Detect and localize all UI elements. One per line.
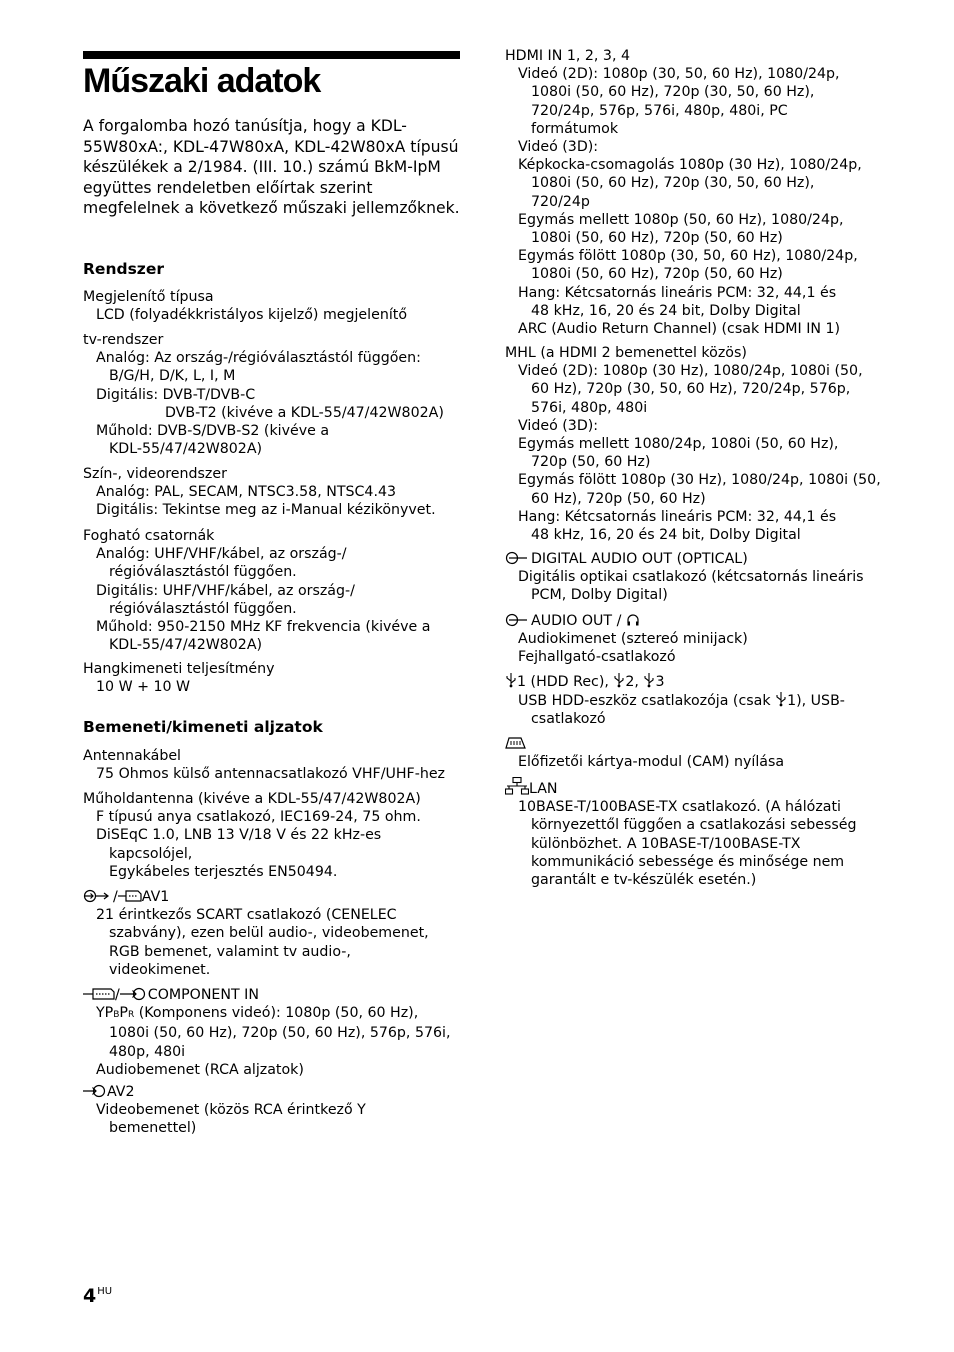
spec-value: Egymás fölött 1080p (30, 50, 60 Hz), 1080/24p, xyxy=(518,248,858,265)
spec-audio-out xyxy=(505,612,748,667)
spec-mhl xyxy=(505,344,881,544)
spec-value: kommunikáció sebessége és minősége nem xyxy=(531,853,845,870)
spec-label-row xyxy=(505,777,856,798)
spec-hdmi-in xyxy=(505,47,862,338)
spec-cam xyxy=(505,735,784,771)
spec-label: Hangkimeneti teljesítmény xyxy=(83,661,275,677)
lan-icon xyxy=(505,777,529,795)
ypbpr-r: R xyxy=(127,1010,135,1021)
spec-component-in xyxy=(83,986,450,1079)
spec-label: Fogható csatornák xyxy=(83,528,215,544)
spec-value: 10BASE-T/100BASE-TX csatlakozó. (A hálózati xyxy=(518,799,841,816)
spec-value: DVB-T2 (kivéve a KDL-55/47/42W802A) xyxy=(165,404,444,421)
spec-label-row xyxy=(83,986,450,1004)
spec-value: 21 érintkezős SCART csatlakozó (CENELEC xyxy=(96,907,397,924)
headphone-icon xyxy=(626,613,640,627)
spec-value: 576i, 480p, 480i xyxy=(531,399,648,416)
spec-av1 xyxy=(83,888,429,979)
spec-value: régióválasztástól függően. xyxy=(109,564,297,581)
spec-value: Digitális: DVB-T/DVB-C xyxy=(96,386,256,403)
spec-label: Megjelenítő típusa xyxy=(83,289,214,305)
spec-value: formátumok xyxy=(531,120,619,137)
spec-value: környezettől függően a csatlakozási sebesség xyxy=(531,817,857,834)
spec-lines xyxy=(505,65,862,338)
cam-slot-icon xyxy=(505,736,527,750)
spec-value xyxy=(83,1004,450,1024)
scart-icon xyxy=(83,987,115,1001)
spec-muholdantenna xyxy=(83,790,421,881)
spec-value: Digitális: UHF/VHF/kábel, az ország-/ xyxy=(96,582,355,599)
spec-value: RGB bemenet, valamint tv audio-, xyxy=(109,943,351,960)
spec-label: AV2 xyxy=(107,1084,135,1100)
usb-desc-b: 1), USB- xyxy=(787,693,845,710)
spec-value: Videó (3D): xyxy=(518,417,599,434)
intro-paragraph: A forgalomba hozó tanúsítja, hogy a KDL-55W80xA:, KDL-47W80xA, KDL-42W80xA típusú készülékek a 2/1984. (III. 10.) számú BkM-IpM együttes rendeletben előírtak szerint megfelelnek a következő műszaki jellemzőknek. xyxy=(83,117,460,217)
spec-value: KDL-55/47/42W802A) xyxy=(109,441,263,458)
spec-value: Videobemenet (közös RCA érintkező Y xyxy=(96,1102,366,1119)
spec-label: Műholdantenna (kivéve a KDL-55/47/42W802A) xyxy=(83,791,421,807)
spec-label: COMPONENT IN xyxy=(147,987,259,1003)
spec-value: DiSEqC 1.0, LNB 13 V/18 V és 22 kHz-es xyxy=(96,827,382,844)
spec-tv-rendszer xyxy=(83,331,444,458)
usb-icon xyxy=(775,691,787,707)
spec-label: Szín-, videorendszer xyxy=(83,466,227,482)
title-rule xyxy=(83,51,460,59)
spec-value: videokimenet. xyxy=(109,961,211,978)
spec-value: Analóg: PAL, SECAM, NTSC3.58, NTSC4.43 xyxy=(96,484,397,501)
spec-value: Digitális optikai csatlakozó (kétcsatornás lineáris xyxy=(518,569,864,586)
audio-out-icon xyxy=(505,613,531,627)
spec-usb xyxy=(505,672,845,729)
separator: / xyxy=(115,987,120,1003)
spec-label-row xyxy=(83,1083,366,1101)
scart-icon xyxy=(118,889,142,903)
spec-value: Egykábeles terjesztés EN50494. xyxy=(109,863,338,880)
scart-in-out-icon xyxy=(83,889,113,903)
spec-value: Egymás fölött 1080p (30 Hz), 1080/24p, 1080i (50, xyxy=(518,472,881,489)
spec-value: Fejhallgató-csatlakozó xyxy=(518,649,676,666)
spec-value: 1080i (50, 60 Hz), 720p (50, 60 Hz) xyxy=(531,230,783,247)
spec-label: MHL (a HDMI 2 bemenettel közös) xyxy=(505,345,747,361)
spec-value: Analóg: Az ország-/régióválasztástól függően: xyxy=(96,350,421,367)
spec-value: KDL-55/47/42W802A) xyxy=(109,637,263,654)
spec-label: AV1 xyxy=(141,889,170,905)
spec-value: Analóg: UHF/VHF/kábel, az ország-/ xyxy=(96,546,347,563)
spec-value: 48 kHz, 16, 20 és 24 bit, Dolby Digital xyxy=(531,527,801,544)
spec-label-row xyxy=(505,612,748,630)
ypbpr-b: B xyxy=(113,1010,120,1021)
spec-value: 720p (50, 60 Hz) xyxy=(531,454,651,471)
optical-out-icon xyxy=(505,551,531,565)
spec-label-row xyxy=(505,735,784,753)
spec-value: Videó (2D): 1080p (30 Hz), 1080/24p, 1080i (50, xyxy=(518,363,863,380)
spec-label: Antennakábel xyxy=(83,748,182,764)
spec-value: 10 W + 10 W xyxy=(96,679,191,696)
spec-value: Előfizetői kártya-modul (CAM) nyílása xyxy=(518,754,785,771)
spec-value: LCD (folyadékkristályos kijelző) megjelenítő xyxy=(96,307,408,324)
ypbpr-rest: (Komponens videó): 1080p (50, 60 Hz), xyxy=(134,1005,419,1022)
spec-value: szabvány), ezen belül audio-, videobemenet, xyxy=(109,925,429,942)
spec-value: 60 Hz), 720p (30, 50, 60 Hz), 720/24p, 576p, xyxy=(531,381,851,398)
spec-value: különbözhet. A 10BASE-T/100BASE-TX xyxy=(531,835,801,852)
spec-av2 xyxy=(83,1083,366,1138)
spec-label-row xyxy=(83,888,429,906)
spec-value: régióválasztástól függően. xyxy=(109,600,297,617)
spec-value: bemenettel) xyxy=(109,1120,197,1137)
usb-icon xyxy=(613,672,625,688)
spec-label-row xyxy=(505,550,864,568)
component-in-icon xyxy=(120,987,148,1001)
spec-value: F típusú anya csatlakozó, IEC169-24, 75 ohm. xyxy=(96,809,421,826)
spec-value: Műhold: 950-2150 MHz KF frekvencia (kivéve a xyxy=(96,619,431,636)
spec-hangkimenet xyxy=(83,660,275,696)
usb-port-2: 2, xyxy=(625,674,644,690)
spec-optical xyxy=(505,550,864,605)
page-number-value: 4 xyxy=(83,1285,97,1307)
spec-label: LAN xyxy=(529,781,558,797)
spec-value: kapcsolójel, xyxy=(109,845,193,862)
spec-value xyxy=(505,691,845,710)
spec-value: 60 Hz), 720p (50, 60 Hz) xyxy=(531,490,706,507)
spec-label: DIGITAL AUDIO OUT (OPTICAL) xyxy=(531,551,748,567)
spec-value: 48 kHz, 16, 20 és 24 bit, Dolby Digital xyxy=(531,302,801,319)
usb-icon xyxy=(643,672,655,688)
spec-foghato-csatornak xyxy=(83,527,430,654)
spec-value: 720/24p xyxy=(531,193,590,210)
av-input-icon xyxy=(83,1084,107,1098)
spec-antennakabel xyxy=(83,747,445,783)
spec-label-row xyxy=(505,672,845,691)
section-heading-rendszer: Rendszer xyxy=(83,260,164,278)
spec-value: Videó (3D): xyxy=(518,139,599,156)
page-title: Műszaki adatok xyxy=(83,62,321,100)
spec-value: B/G/H, D/K, L, I, M xyxy=(109,368,236,385)
spec-value: 75 Ohmos külső antennacsatlakozó VHF/UHF-hez xyxy=(96,766,445,783)
spec-value: PCM, Dolby Digital) xyxy=(531,587,668,604)
spec-value: Képkocka-csomagolás 1080p (30 Hz), 1080/24p, xyxy=(518,157,862,174)
ypbpr-p: P xyxy=(119,1005,128,1022)
spec-value: Egymás mellett 1080p (50, 60 Hz), 1080/24p, xyxy=(518,211,844,228)
spec-label: AUDIO OUT / xyxy=(531,613,622,629)
spec-value: csatlakozó xyxy=(531,711,606,728)
spec-value: 480p, 480i xyxy=(109,1043,186,1060)
spec-lan xyxy=(505,777,856,889)
spec-value: garantált e tv-készülék esetén.) xyxy=(531,872,757,889)
spec-value: Hang: Kétcsatornás lineáris PCM: 32, 44,1 és xyxy=(518,284,837,301)
spec-value: Audiokimenet (sztereó minijack) xyxy=(518,631,748,648)
page-language: HU xyxy=(97,1286,113,1297)
spec-label: tv-rendszer xyxy=(83,332,164,348)
spec-value: Hang: Kétcsatornás lineáris PCM: 32, 44,1 és xyxy=(518,508,837,525)
spec-value: Egymás mellett 1080/24p, 1080i (50, 60 Hz), xyxy=(518,436,839,453)
spec-value: Videó (2D): 1080p (30, 50, 60 Hz), 1080/24p, xyxy=(518,66,840,83)
spec-label: HDMI IN 1, 2, 3, 4 xyxy=(505,48,630,64)
ypbpr-y: YP xyxy=(96,1005,114,1022)
spec-value: ARC (Audio Return Channel) (csak HDMI IN 1) xyxy=(518,321,841,338)
usb-port-3: 3 xyxy=(655,674,665,690)
spec-value: 1080i (50, 60 Hz), 720p (50, 60 Hz), 576p, 576i, xyxy=(109,1025,451,1042)
spec-value: 720/24p, 576p, 576i, 480p, 480i, PC xyxy=(531,102,788,119)
spec-value: 1080i (50, 60 Hz), 720p (50, 60 Hz) xyxy=(531,266,783,283)
spec-szin-videorendszer xyxy=(83,465,436,520)
usb-icon xyxy=(505,672,517,688)
spec-value: Műhold: DVB-S/DVB-S2 (kivéve a xyxy=(96,423,330,440)
spec-value: 1080i (50, 60 Hz), 720p (30, 50, 60 Hz), xyxy=(531,175,815,192)
spec-megjelenito xyxy=(83,288,407,324)
spec-value: 1080i (50, 60 Hz), 720p (30, 50, 60 Hz), xyxy=(531,84,815,101)
section-heading-aljzatok: Bemeneti/kimeneti aljzatok xyxy=(83,718,323,736)
separator: / xyxy=(113,889,118,905)
spec-value: Digitális: Tekintse meg az i-Manual kézikönyvet. xyxy=(96,502,436,519)
spec-lines xyxy=(505,362,881,544)
usb-desc-a: USB HDD-eszköz csatlakozója (csak xyxy=(518,693,776,710)
page-number xyxy=(83,1281,112,1307)
spec-value: Audiobemenet (RCA aljzatok) xyxy=(96,1061,304,1078)
usb-port-1: 1 (HDD Rec), xyxy=(517,674,614,690)
